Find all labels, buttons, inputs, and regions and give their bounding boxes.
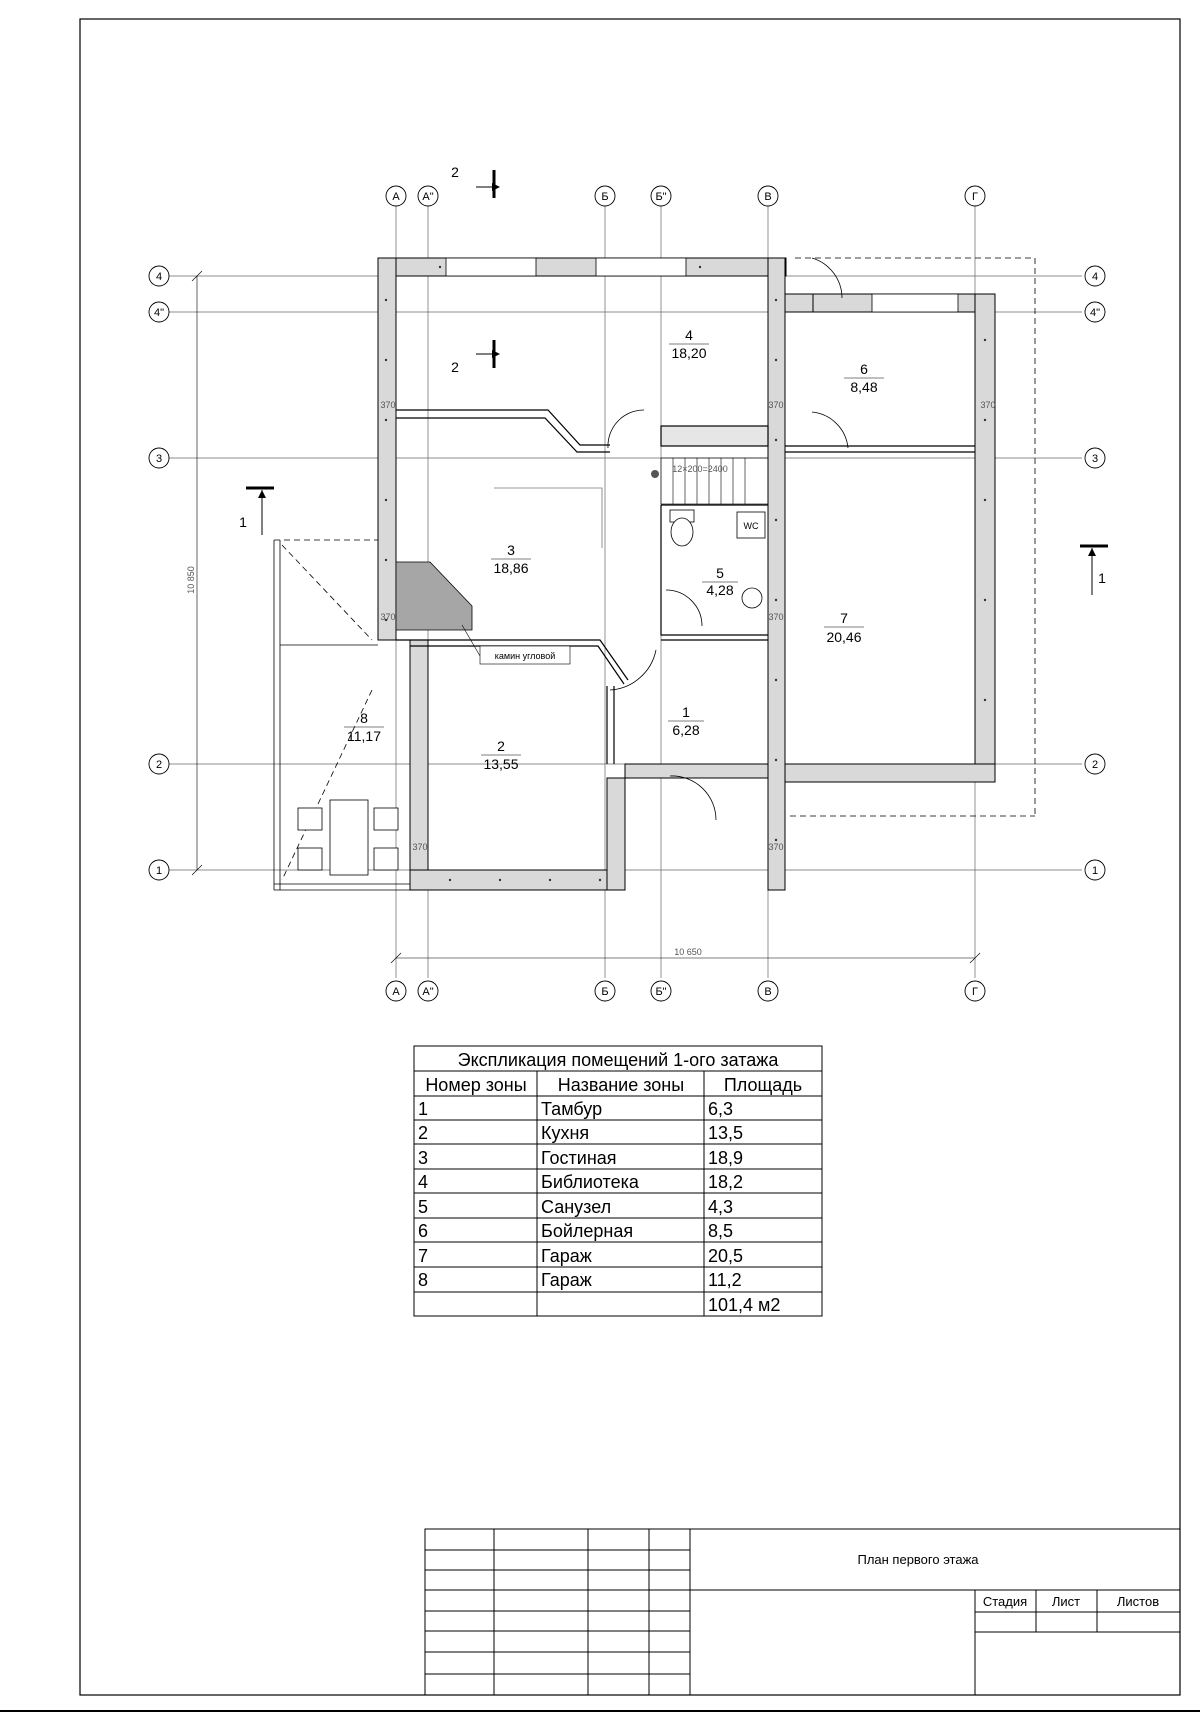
axis-label-b2-top: Б" <box>655 191 667 203</box>
sheet-title: План первого этажа <box>857 1552 979 1567</box>
section-1-label-right: 1 <box>1098 570 1106 586</box>
fireplace-callout <box>462 625 570 664</box>
room-area-1: 6,28 <box>672 722 700 738</box>
axis-markers-bottom <box>386 981 985 1001</box>
wall-dim-7: 370 <box>980 400 996 410</box>
stair-start-marker <box>651 470 659 478</box>
room-area-5: 4,28 <box>706 582 734 598</box>
room-area-3: 18,86 <box>493 560 529 576</box>
explication-cell: 3 <box>418 1148 429 1168</box>
axis-label-b-top: Б <box>601 191 609 203</box>
explication-cell: Гостиная <box>541 1148 617 1168</box>
wall-dim-5: 370 <box>768 612 784 622</box>
wall-dim-2: 370 <box>380 612 396 622</box>
explication-cell: Кухня <box>541 1123 590 1143</box>
stamp-stage: Стадия <box>982 1594 1028 1609</box>
explication-cell: Бойлерная <box>541 1221 634 1241</box>
stamp-sheets: Листов <box>1116 1594 1160 1609</box>
explication-cell: 6,3 <box>708 1099 734 1119</box>
explication-cell: Библиотека <box>541 1172 639 1192</box>
explication-cell: 18,2 <box>708 1172 744 1192</box>
axis-label-a-bottom: А <box>392 986 400 998</box>
explication-cell: 1 <box>418 1099 429 1119</box>
doors <box>608 258 848 820</box>
axis-label-1-left: 1 <box>155 865 163 877</box>
axis-label-b2-bottom: Б" <box>655 986 667 998</box>
explication-cell: 6 <box>418 1221 429 1241</box>
axis-label-3-right: 3 <box>1091 453 1099 465</box>
living-rug-outline <box>494 488 602 548</box>
axis-label-4-right: 4 <box>1091 271 1099 283</box>
section-marker-1-left <box>239 488 274 535</box>
explication-cell: 13,5 <box>708 1123 744 1143</box>
axis-label-g-top: Г <box>972 191 978 203</box>
axis-label-a2-bottom: А" <box>422 986 434 998</box>
explication-cell: 8 <box>418 1270 429 1290</box>
room-area-7: 20,46 <box>826 629 862 645</box>
explication-cell: 2 <box>418 1123 429 1143</box>
room-number-4: 4 <box>685 327 693 343</box>
fireplace-label: камин угловой <box>494 651 556 661</box>
section-marker-2-inner <box>451 340 500 375</box>
explication-cell: 8,5 <box>708 1221 734 1241</box>
room-number-3: 3 <box>507 542 515 558</box>
explication-header-number: Номер зоны <box>425 1075 527 1095</box>
section-2-label-inner: 2 <box>451 359 459 375</box>
room-number-1: 1 <box>682 704 690 720</box>
axis-label-4b-right: 4" <box>1089 307 1101 319</box>
axis-label-2-right: 2 <box>1091 759 1099 771</box>
dining-table <box>298 800 398 875</box>
axis-markers-left <box>149 266 169 880</box>
wall-dim-1: 370 <box>380 400 396 410</box>
room-number-5: 5 <box>716 565 724 581</box>
section-2-label-top: 2 <box>451 164 459 180</box>
axis-label-2-left: 2 <box>155 759 163 771</box>
explication-cell: 20,5 <box>708 1246 744 1266</box>
explication-total: 101,4 м2 <box>708 1295 781 1315</box>
wall-dim-4: 370 <box>768 400 784 410</box>
dimension-height: 10 850 <box>186 566 196 594</box>
explication-table <box>414 1046 822 1316</box>
section-marker-1-right <box>1080 546 1108 595</box>
axis-label-a2-top: А" <box>422 191 434 203</box>
explication-cell: Гараж <box>541 1270 592 1290</box>
room-area-6: 8,48 <box>850 379 878 395</box>
room-area-2: 13,55 <box>483 756 519 772</box>
wall-dim-3: 370 <box>412 842 428 852</box>
room-number-6: 6 <box>860 361 868 377</box>
fireplace-shape <box>396 562 472 630</box>
stair-dimension: 12×200=2400 <box>672 464 728 474</box>
stamp-sheet: Лист <box>1051 1594 1081 1609</box>
explication-cell: 18,9 <box>708 1148 744 1168</box>
explication-cell: 4,3 <box>708 1197 734 1217</box>
explication-cell: 5 <box>418 1197 429 1217</box>
explication-header-area: Площадь <box>723 1075 803 1095</box>
title-block <box>425 1529 1180 1695</box>
axis-label-4b-left: 4" <box>153 307 165 319</box>
room-area-8: 11,17 <box>347 728 381 744</box>
axis-label-v-top: В <box>764 191 772 203</box>
explication-cell: 4 <box>418 1172 429 1192</box>
garage-door <box>790 258 1035 816</box>
wall-dim-6: 370 <box>768 842 784 852</box>
axis-label-a-top: А <box>392 191 400 203</box>
axis-label-1-right: 1 <box>1091 865 1099 877</box>
explication-title: Экспликация помещений 1-ого затажа <box>457 1050 779 1070</box>
explication-cell: 11,2 <box>708 1270 742 1290</box>
room-number-7: 7 <box>840 610 848 626</box>
section-marker-2-top <box>451 164 500 198</box>
explication-cell: Гараж <box>541 1246 592 1266</box>
explication-cell: Тамбур <box>541 1099 603 1119</box>
axis-label-4-left: 4 <box>155 271 163 283</box>
room-area-4: 18,20 <box>671 345 707 361</box>
axis-label-v-bottom: В <box>764 986 772 998</box>
axis-label-b-bottom: Б <box>601 986 609 998</box>
explication-cell: 7 <box>418 1246 429 1266</box>
axis-label-g-bottom: Г <box>972 986 978 998</box>
room-number-2: 2 <box>497 738 505 754</box>
axis-label-3-left: 3 <box>155 453 163 465</box>
section-1-label-left: 1 <box>239 514 247 530</box>
explication-cell: Санузел <box>541 1197 612 1217</box>
axis-markers-top <box>386 186 985 206</box>
explication-header-name: Название зоны <box>557 1075 685 1095</box>
room-number-8: 8 <box>360 710 368 726</box>
dimension-width: 10 650 <box>674 947 702 957</box>
wc-label: WC <box>743 521 759 531</box>
